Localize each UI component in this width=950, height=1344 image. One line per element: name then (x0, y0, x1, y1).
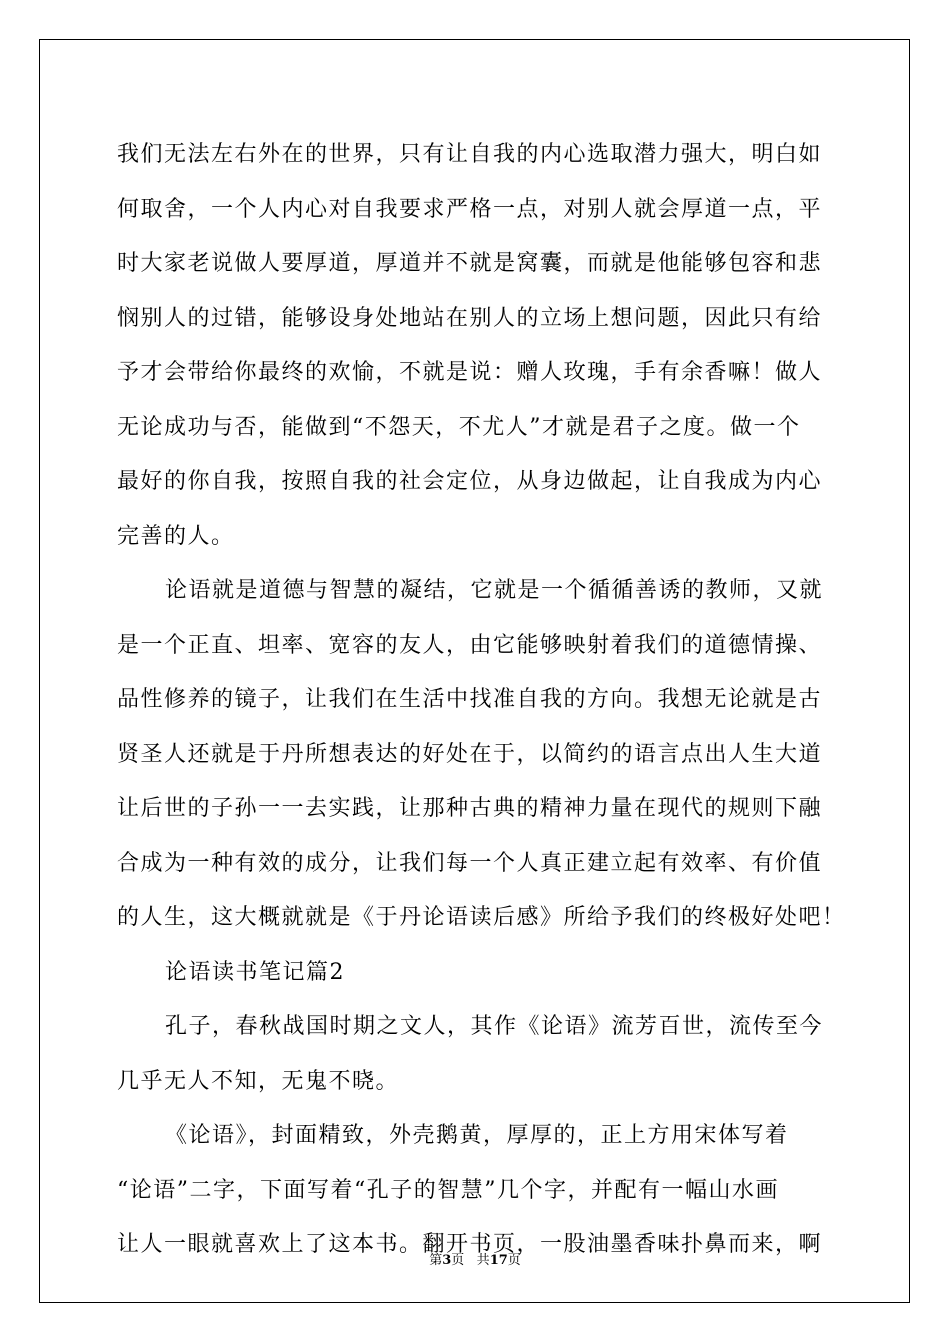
paragraph-line: 悯别人的过错，能够设身处地站在别人的立场上想问题，因此只有给 (117, 305, 823, 331)
footer-page-number: 3 (442, 1253, 452, 1268)
paragraph-line: 《论语》，封面精致，外壳鹅黄，厚厚的，正上方用宋体写着 (165, 1123, 789, 1148)
footer-page-suffix: 页 (451, 1253, 465, 1268)
paragraph-line: 孔子，春秋战国时期之文人，其作《论语》流芳百世，流传至今 (165, 1014, 824, 1039)
paragraph-line: 何取舍，一个人内心对自我要求严格一点，对别人就会厚道一点，平 (117, 196, 823, 222)
paragraph-line: 我们无法左右外在的世界，只有让自我的内心选取潜力强大，明白如 (117, 142, 823, 167)
paragraph-line: 完善的人。 (117, 523, 235, 549)
paragraph-line: 最好的你自我，按照自我的社会定位，从身边做起，让自我成为内心 (117, 469, 823, 494)
paragraph-line: 几乎无人不知，无鬼不晓。 (117, 1068, 400, 1094)
paragraph-line: 品性修养的镜子，让我们在生活中找准自我的方向。我想无论就是古 (117, 687, 823, 712)
paragraph-line: 予才会带给你最终的欢愉，不就是说：赠人玫瑰，手有余香嘛！做人 (117, 360, 823, 385)
paragraph-line: 让后世的子孙一一去实践，让那种古典的精神力量在现代的规则下融 (117, 796, 823, 821)
paragraph-line: 的人生，这大概就就是《于丹论语读后感》所给予我们的终极好处吧！ (117, 905, 846, 930)
footer-total-suffix: 页 (507, 1253, 521, 1268)
document-body (117, 128, 846, 1273)
paragraph-line: 时大家老说做人要厚道，厚道并不就是窝囊，而就是他能够包容和悲 (117, 251, 823, 276)
paragraph-line: 贤圣人还就是于丹所想表达的好处在于，以简约的语言点出人生大道 (117, 741, 823, 767)
footer-total-pages: 17 (489, 1253, 508, 1268)
footer-total-prefix: 共 (476, 1253, 490, 1268)
paragraph-line: 让人一眼就喜欢上了这本书。翻开书页，一股油墨香味扑鼻而来，啊 (117, 1232, 823, 1257)
footer-prefix: 第 (429, 1253, 443, 1268)
paragraph-line: 是一个正直、坦率、宽容的友人，由它能够映射着我们的道德情操、 (117, 632, 823, 658)
paragraph-line: 无论成功与否，能做到“不怨天，不尤人”才就是君子之度。做一个 (117, 414, 801, 440)
section-heading: 论语读书笔记篇2 (165, 959, 345, 985)
page-footer (0, 1249, 950, 1268)
paragraph-line: 合成为一种有效的成分，让我们每一个人真正建立起有效率、有价值 (117, 850, 823, 876)
paragraph-line: “论语”二字，下面写着“孔子的智慧”几个字，并配有一幅山水画 (117, 1177, 779, 1203)
paragraph-line: 论语就是道德与智慧的凝结，它就是一个循循善诱的教师，又就 (165, 578, 824, 603)
